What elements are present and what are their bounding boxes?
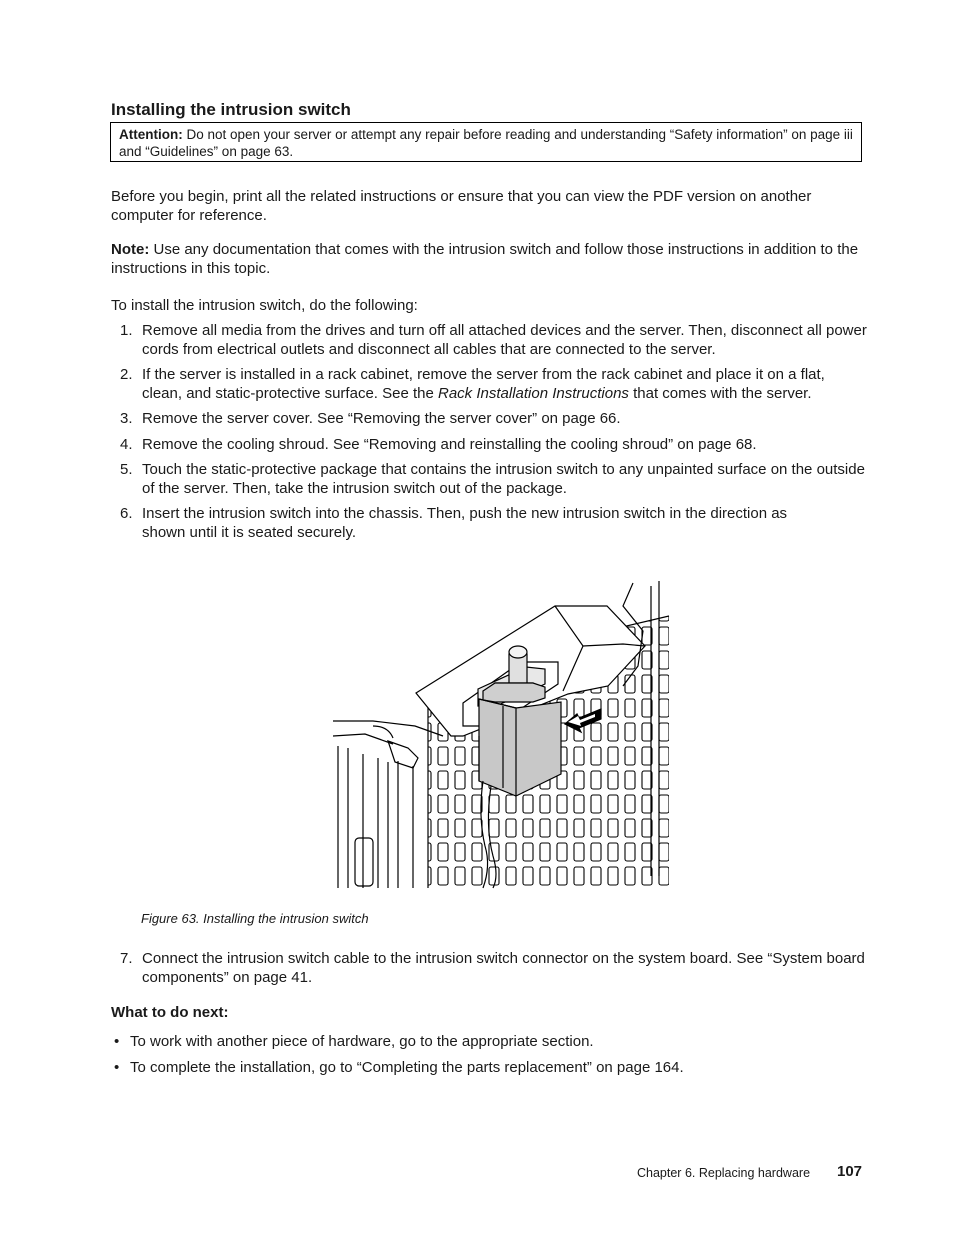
step-text-part: If the server is installed in a rack cabinet, remove the server from the rack cabinet and place it on a flat, clean, and static-protective surface. See the (142, 366, 825, 402)
step-number: 4. (120, 436, 133, 453)
attention-label: Attention: (119, 127, 183, 142)
step-text: Insert the intrusion switch into the chassis. Then, push the new intrusion switch in the direction as shown until it is seated securely. (142, 505, 788, 541)
step-text (142, 365, 867, 403)
step-number: 6. (120, 505, 133, 522)
bullet-text: To work with another piece of hardware, go to the appropriate section. (130, 1033, 594, 1050)
step-number: 3. (120, 410, 133, 427)
step-text: Touch the static-protective package that contains the intrusion switch to any unpainted surface on the outside of the server. Then, take the intrusion switch out of the package. (142, 461, 865, 497)
step-text: Remove the server cover. See “Removing the server cover” on page 66. (142, 410, 621, 427)
intro-paragraph: Before you begin, print all the related instructions or ensure that you can view the PDF version on another computer for reference. (111, 188, 812, 224)
bullet-mark: • (114, 1059, 120, 1076)
attention-box (110, 122, 862, 162)
note-paragraph (111, 240, 863, 278)
step-text-part: that comes with the server. (628, 385, 812, 402)
attention-text: Do not open your server or attempt any repair before reading and understanding “Safety information” on page iii and “Guidelines” on page 63. (119, 127, 853, 159)
bullet-text: To complete the installation, go to “Completing the parts replacement” on page 164. (130, 1059, 684, 1076)
section-title: Installing the intrusion switch (111, 100, 351, 119)
step-number: 1. (120, 322, 133, 339)
footer-page-number: 107 (837, 1163, 863, 1180)
step-text: Remove all media from the drives and turn off all attached devices and the server. Then, disconnect all power cords from electrical outlets and disconnect all cables that are connected to the server. (142, 322, 867, 358)
intrusion-switch-illustration (333, 576, 671, 890)
step-number: 7. (120, 950, 133, 967)
note-label: Note: (111, 241, 150, 258)
step-text: Remove the cooling shroud. See “Removing and reinstalling the cooling shroud” on page 68. (142, 436, 757, 453)
next-steps-heading: What to do next: (111, 1004, 229, 1021)
note-text: Use any documentation that comes with the intrusion switch and follow those instructions in addition to the instructions in this topic. (111, 241, 859, 277)
step-text: Connect the intrusion switch cable to the intrusion switch connector on the system board. See “System board components” on page 41. (142, 950, 865, 986)
rack-instructions-title: Rack Installation Instructions (438, 385, 629, 402)
bullet-mark: • (114, 1033, 120, 1050)
step-number: 5. (120, 461, 133, 478)
step-number: 2. (120, 366, 133, 383)
footer-chapter: Chapter 6. Replacing hardware (637, 1166, 811, 1180)
lead-in-paragraph: To install the intrusion switch, do the following: (111, 297, 418, 314)
figure-caption: Figure 63. Installing the intrusion switch (141, 911, 369, 926)
